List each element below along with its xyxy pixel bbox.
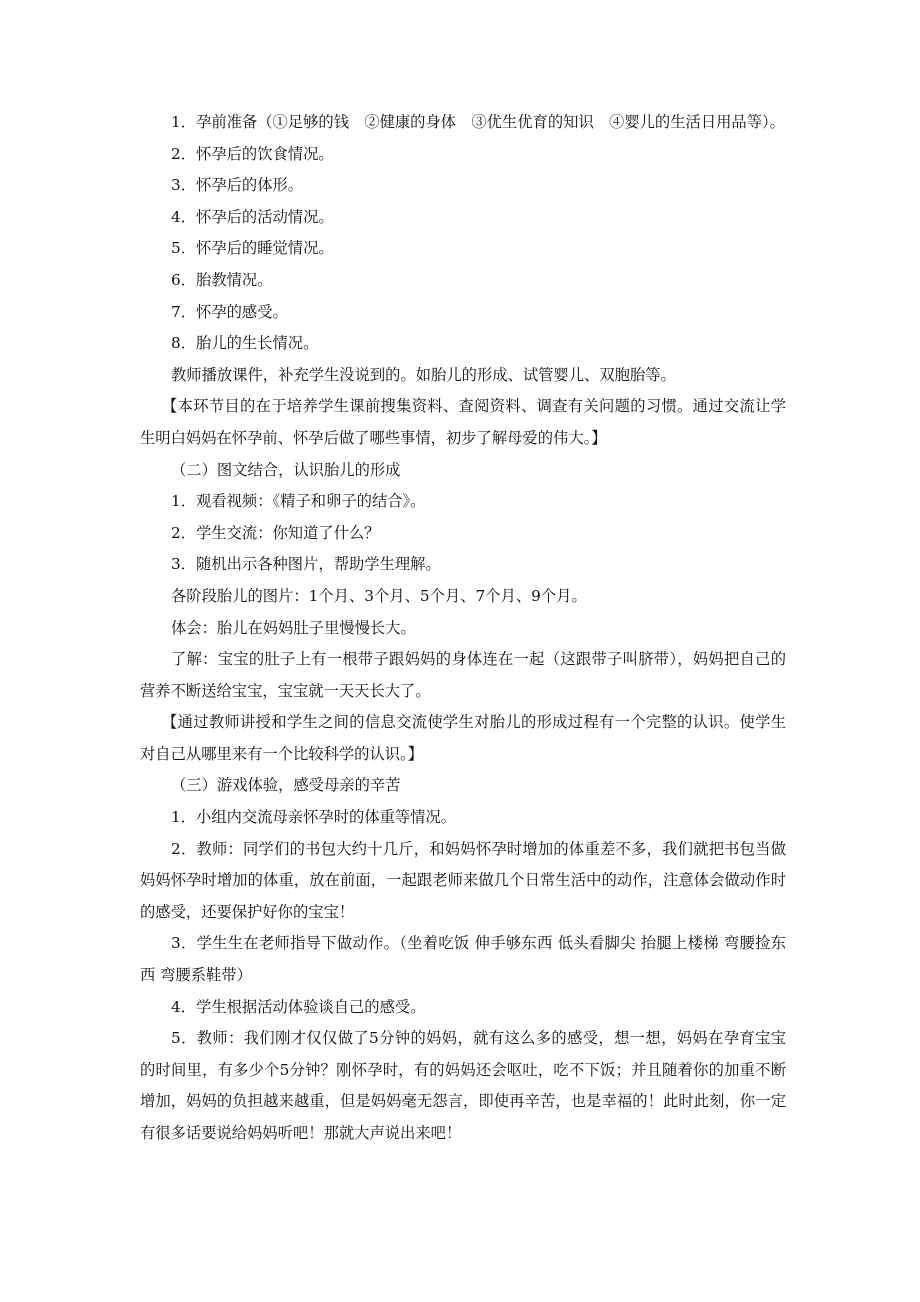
paragraph-student-actions: 3．学生生在老师指导下做动作。（坐着吃饭 伸手够东西 低头看脚尖 抬腿上楼梯 弯腰捡东西 弯腰系鞋带）: [140, 934, 786, 985]
paragraph-show-pictures: 3．随机出示各种图片，帮助学生理解。: [171, 555, 441, 574]
note-section-purpose-2: 【通过教师讲授和学生之间的信息交流使学生对胎儿的形成过程有一个完整的认识。使学生对自己从哪里来有一个比较科学的认识。】: [140, 713, 786, 763]
paragraph-watch-video: 1．观看视频：《精子和卵子的结合》。: [171, 492, 426, 511]
paragraph-body-shape: 3．怀孕后的体形。: [171, 176, 304, 195]
paragraph-umbilical-cord: 了解：宝宝的肚子上有一根带子跟妈妈的身体连在一起（这跟带子叫脐带），妈妈把自己的营养不断送给宝宝，宝宝就一天天长大了。: [140, 650, 786, 700]
paragraph-teacher-five-minutes: 5．教师：我们刚才仅仅做了5分钟的妈妈，就有这么多的感受，想一想，妈妈在孕育宝宝的时间里，有多少个5分钟？刚怀孕时，有的妈妈还会呕吐，吃不下饭；并且随着你的加重不断增加，妈妈的负担越来越重，但是妈妈毫无怨言，即使再辛苦，也是幸福的！此时此刻，你一定有很多话要说给妈妈听吧！那就大声说出来吧！: [140, 1029, 786, 1142]
section-heading-3: （三）游戏体验，感受母亲的辛苦: [171, 776, 401, 795]
paragraph-teacher-courseware: 教师播放课件，补充学生没说到的。如胎儿的形成、试管婴儿、双胞胎等。: [171, 365, 676, 384]
paragraph-student-exchange: 2．学生交流：你知道了什么？: [171, 523, 380, 542]
paragraph-fetal-stages: 各阶段胎儿的图片：1个月、3个月、5个月、7个月、9个月。: [171, 586, 587, 605]
document-body: [140, 107, 786, 1150]
paragraph-group-exchange: 1．小组内交流母亲怀孕时的体重等情况。: [171, 808, 457, 827]
paragraph-feelings: 7．怀孕的感受。: [171, 302, 288, 321]
section-heading-2: （二）图文结合，认识胎儿的形成: [171, 460, 401, 479]
paragraph-prenatal-education: 6．胎教情况。: [171, 270, 273, 289]
paragraph-sleep: 5．怀孕后的睡觉情况。: [171, 239, 334, 258]
paragraph-activity: 4．怀孕后的活动情况。: [171, 207, 334, 226]
paragraph-teacher-schoolbag: 2．教师：同学们的书包大约十几斤，和妈妈怀孕时增加的体重差不多，我们就把书包当做妈妈怀孕时增加的体重，放在前面，一起跟老师来做几个日常生活中的动作，注意体会做动作时的感受，还要保护好你的宝宝！: [140, 839, 786, 921]
paragraph-diet: 2．怀孕后的饮食情况。: [171, 144, 334, 163]
paragraph-talk-feelings: 4．学生根据活动体验谈自己的感受。: [171, 997, 426, 1016]
paragraph-pre-pregnancy-preparation: 1．孕前准备（①足够的钱 ②健康的身体 ③优生优育的知识 ④婴儿的生活日用品等）。: [171, 113, 785, 131]
paragraph-fetal-growth: 8．胎儿的生长情况。: [171, 334, 319, 353]
paragraph-experience: 体会：胎儿在妈妈肚子里慢慢长大。: [171, 618, 416, 637]
note-section-purpose-1: 【本环节目的在于培养学生课前搜集资料、查阅资料、调查有关问题的习惯。通过交流让学生明白妈妈在怀孕前、怀孕后做了哪些事情，初步了解母爱的伟大。】: [140, 397, 786, 447]
